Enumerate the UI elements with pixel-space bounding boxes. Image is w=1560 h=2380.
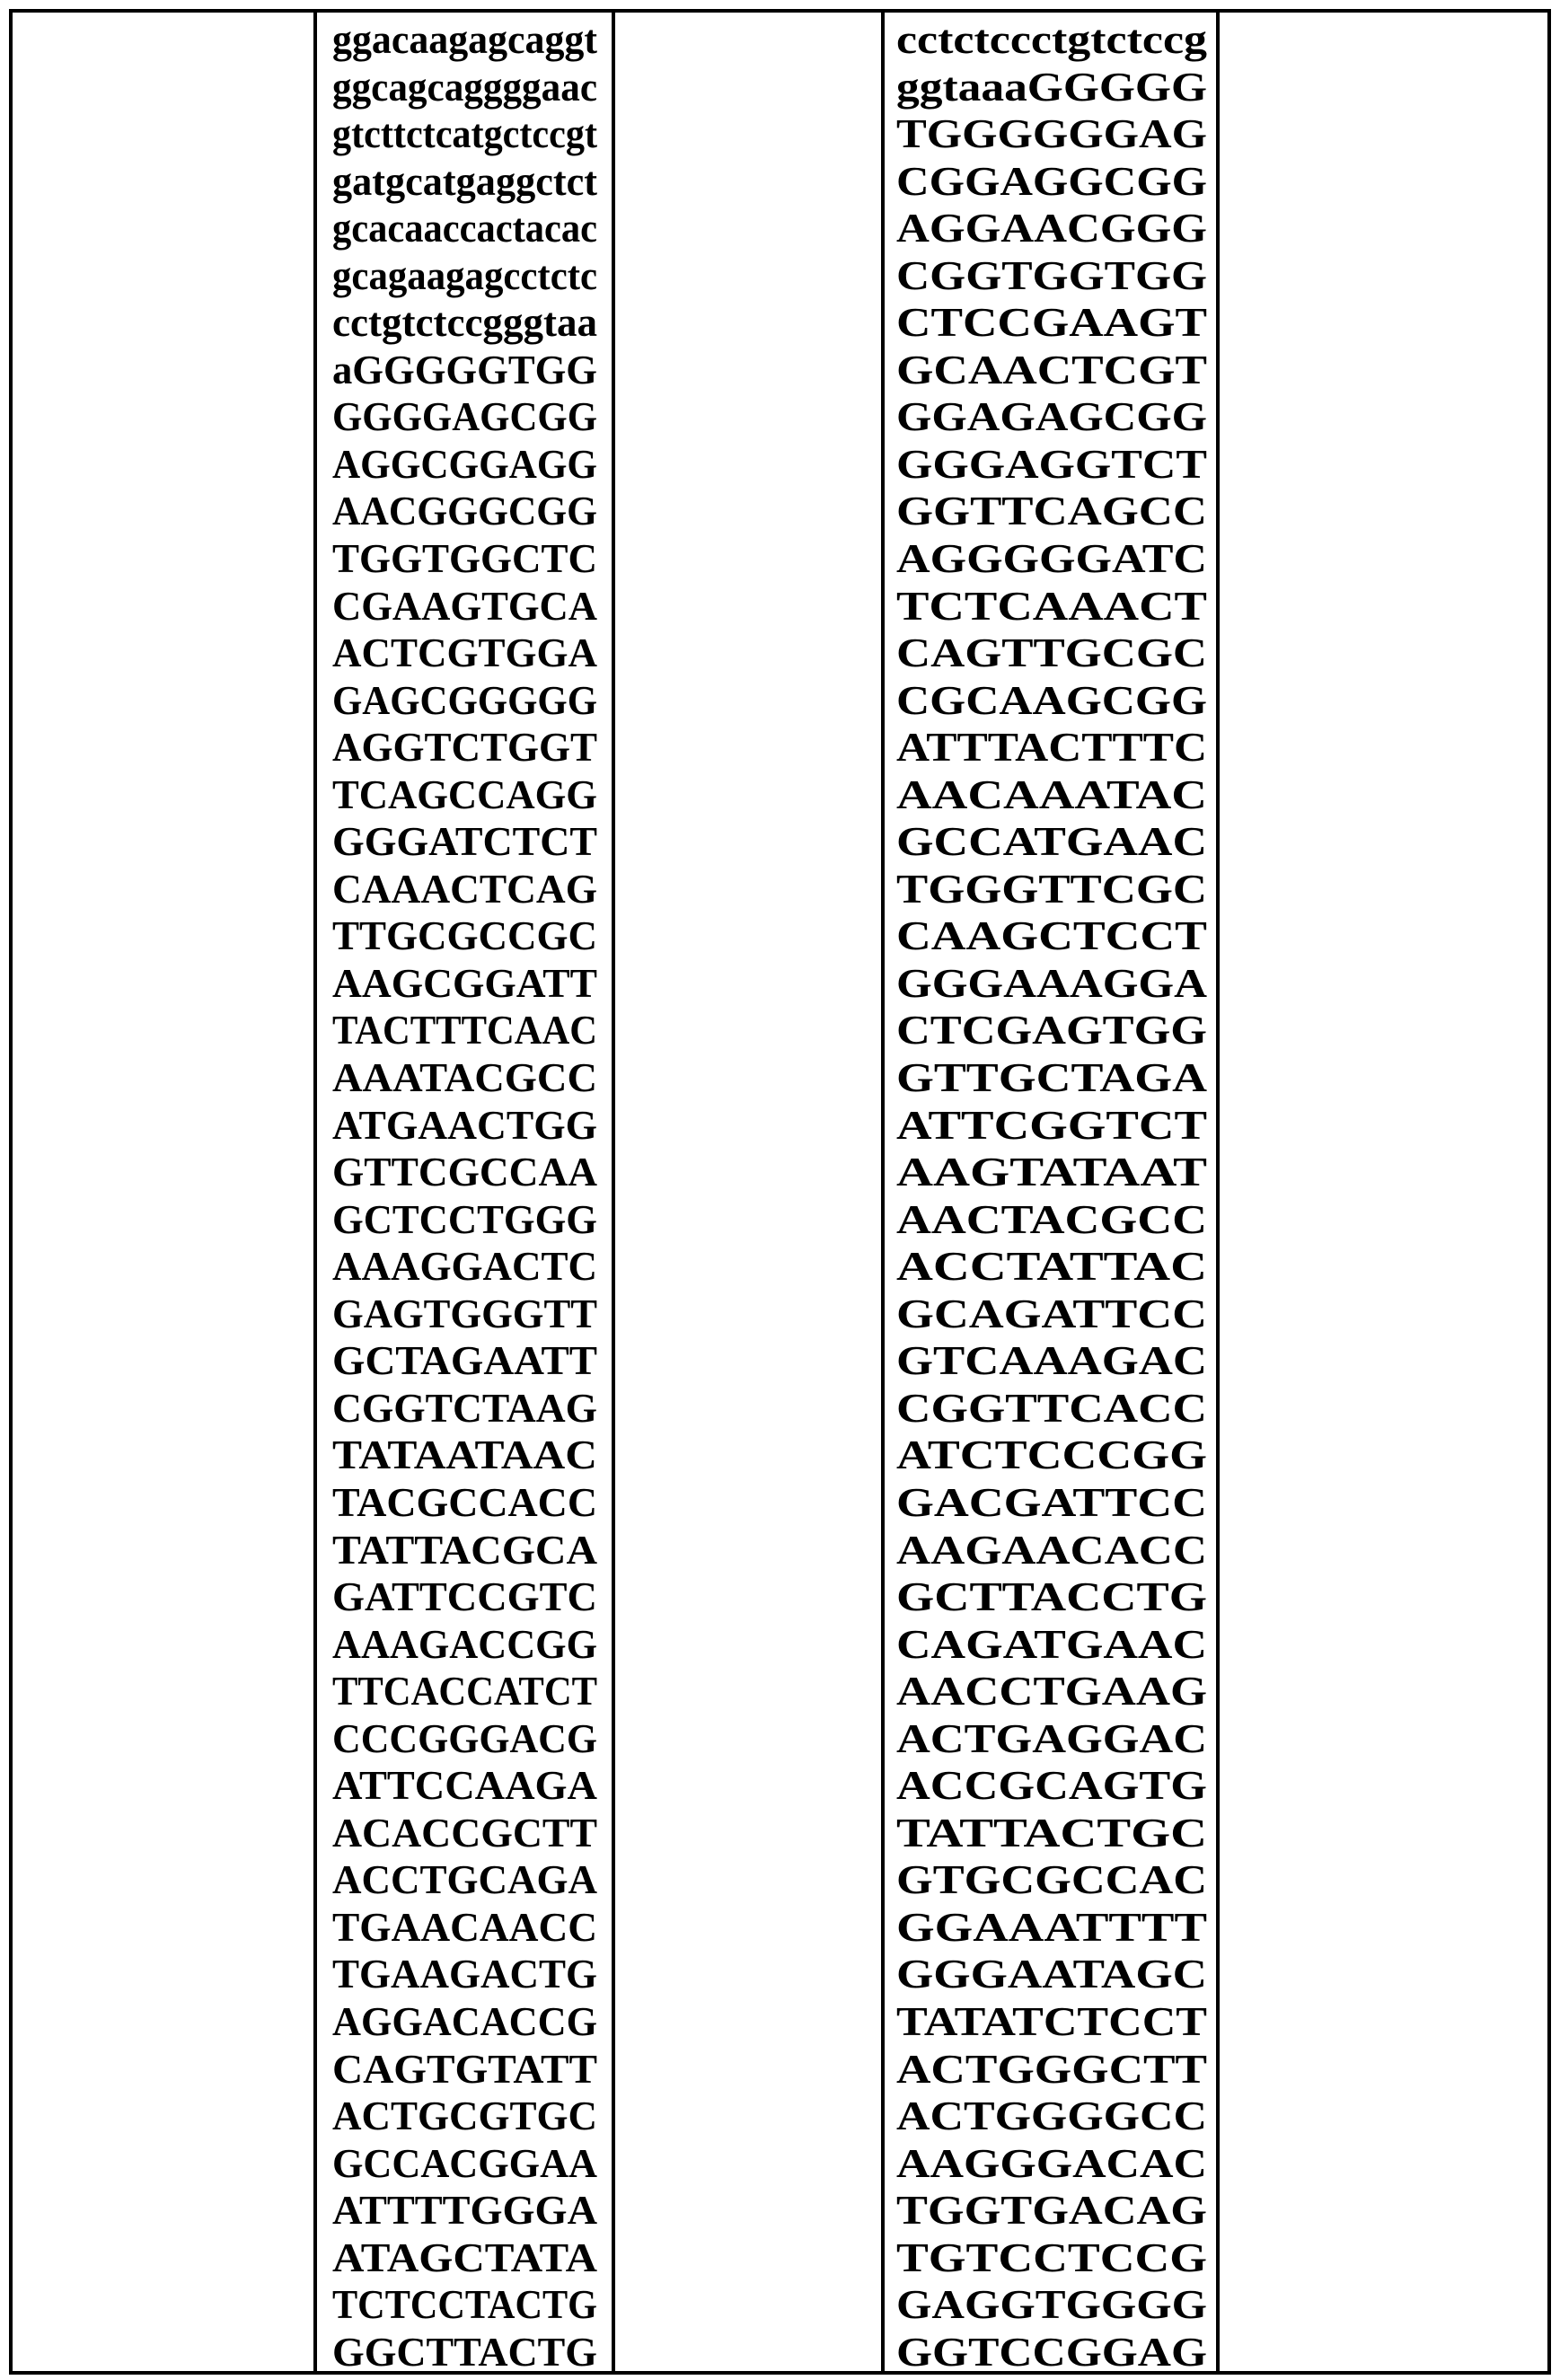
sequence-text: TTGCGCCGC [332, 912, 597, 959]
sequence-text: ATAGCTATA [332, 2234, 597, 2280]
sequence-line [896, 1479, 1207, 1527]
sequence-line [896, 1668, 1207, 1715]
sequence-text: GTTCGCCAA [332, 1149, 597, 1195]
sequence-text: CGGTGGTGG [896, 251, 1207, 298]
sequence-line [332, 347, 597, 394]
sequence-text: GCTTACCTG [896, 1573, 1207, 1620]
sequence-line [332, 771, 597, 819]
sequence-line [896, 535, 1207, 583]
sequence-text: cctctccctgtctccg [896, 16, 1207, 62]
sequence-text: TATTACTGC [896, 1809, 1207, 1856]
sequence-text: ACTCGTGGA [332, 630, 597, 676]
sequence-line [896, 960, 1207, 1008]
sequence-text: CTCGAGTGG [896, 1007, 1207, 1053]
sequence-text: CAGATGAAC [896, 1620, 1207, 1667]
sequence-line [332, 1904, 597, 1952]
sequence-line [896, 2329, 1207, 2371]
sequence-line [332, 64, 597, 111]
sequence-text: CAAACTCAG [332, 865, 597, 912]
sequence-text: AGGAACGGG [896, 205, 1207, 251]
sequence-line [332, 960, 597, 1008]
table-column-5-empty [1220, 13, 1547, 2371]
table-column-3-empty [615, 13, 885, 2371]
sequence-line [896, 1243, 1207, 1291]
sequence-line [896, 441, 1207, 489]
sequence-line [896, 393, 1207, 441]
sequence-line [896, 2187, 1207, 2235]
sequence-text: CGGAGGCGG [896, 157, 1207, 204]
sequence-line [896, 1810, 1207, 1857]
sequence-line [896, 1102, 1207, 1150]
sequence-text: AGGGGGATC [896, 535, 1207, 582]
sequence-text: aGGGGGTGG [332, 346, 597, 392]
sequence-line [896, 771, 1207, 819]
sequence-text: CAAGCTCCT [896, 912, 1207, 959]
sequence-text: gcacaaccactacac [332, 205, 597, 251]
sequence-text: GATTCCGTC [332, 1573, 597, 1620]
sequence-text: GGCTTACTG [332, 2328, 597, 2371]
sequence-line [896, 724, 1207, 771]
sequence-text: GCTAGAATT [332, 1337, 597, 1384]
sequence-text: ACCGCAGTG [896, 1762, 1207, 1809]
sequence-text: GTCAAAGAC [896, 1337, 1207, 1384]
sequence-line [332, 2235, 597, 2282]
sequence-line [896, 1527, 1207, 1574]
sequence-text: AAATACGCC [332, 1054, 597, 1101]
sequence-line [896, 1007, 1207, 1054]
table-column-2-sequence [317, 13, 615, 2371]
sequence-text: AAGAACACC [896, 1526, 1207, 1573]
sequence-line [896, 2140, 1207, 2188]
sequence-text: ATGAACTGG [332, 1101, 597, 1148]
sequence-text: ggtaaaGGGGG [896, 63, 1207, 110]
sequence-line [896, 2046, 1207, 2094]
sequence-text: GGGATCTCT [332, 818, 597, 865]
sequence-text: GCAGATTCC [896, 1290, 1207, 1336]
sequence-text: GGAGAGCGG [896, 393, 1207, 440]
sequence-line [332, 1856, 597, 1904]
sequence-text: ATTTTGGGA [332, 2187, 597, 2234]
sequence-line [896, 1054, 1207, 1102]
sequence-line [332, 441, 597, 489]
sequence-text: cctgtctccgggtaa [332, 299, 597, 346]
sequence-text: CGGTTCACC [896, 1384, 1207, 1431]
sequence-text: TACGCCACC [332, 1478, 597, 1525]
sequence-line [896, 347, 1207, 394]
sequence-line [896, 1385, 1207, 1432]
sequence-line [896, 912, 1207, 960]
sequence-line [332, 1479, 597, 1527]
sequence-line [332, 299, 597, 347]
sequence-text: TATATCTCCT [896, 1997, 1207, 2044]
sequence-text: TATTACGCA [332, 1526, 597, 1573]
sequence-text: gtcttctcatgctccgt [332, 110, 597, 157]
sequence-text: ACTGAGGAC [896, 1714, 1207, 1761]
sequence-line [896, 1337, 1207, 1385]
sequence-text: GGGGAGCGG [332, 393, 597, 440]
sequence-line [896, 1149, 1207, 1196]
sequence-text: TCAGCCAGG [332, 771, 597, 817]
sequence-text: GCCACGGAA [332, 2139, 597, 2186]
sequence-line [332, 16, 597, 64]
sequence-line [332, 2140, 597, 2188]
sequence-line [896, 1715, 1207, 1763]
sequence-line [896, 818, 1207, 866]
sequence-text: ATTCGGTCT [896, 1101, 1207, 1148]
sequence-text: GAGTGGGTT [332, 1290, 597, 1336]
sequence-line [332, 1573, 597, 1621]
sequence-text: AGGACACCG [332, 1997, 597, 2044]
sequence-line [332, 866, 597, 913]
sequence-text: AGGTCTGGT [332, 724, 597, 771]
sequence-text: ACCTATTAC [896, 1243, 1207, 1290]
sequence-line [896, 1291, 1207, 1338]
sequence-text: ATCTCCCGG [896, 1432, 1207, 1478]
sequence-text: GGGAGGTCT [896, 440, 1207, 487]
sequence-line [896, 583, 1207, 630]
sequence-line [896, 2235, 1207, 2282]
sequence-text: GTTGCTAGA [896, 1054, 1207, 1101]
sequence-text: GAGCGGGGG [332, 676, 597, 723]
sequence-line [332, 110, 597, 158]
sequence-line [896, 677, 1207, 725]
sequence-text: CCCGGGACG [332, 1714, 597, 1761]
sequence-line [332, 1054, 597, 1102]
sequence-text: AAGCGGATT [332, 959, 597, 1006]
sequence-text: TGGTGACAG [896, 2187, 1207, 2234]
sequence-text: TATAATAAC [332, 1432, 597, 1478]
sequence-text: TACTTTCAAC [332, 1007, 597, 1053]
sequence-line [332, 912, 597, 960]
sequence-text: AAGTATAAT [896, 1149, 1207, 1195]
sequence-text: TGGGGGGAG [896, 110, 1207, 157]
sequence-text: ACTGGGGCC [896, 2093, 1207, 2139]
sequence-text: ggcagcaggggaac [332, 63, 597, 110]
sequence-text: GTGCGCCAC [896, 1856, 1207, 1903]
sequence-text: CGAAGTGCA [332, 582, 597, 629]
sequence-line [332, 1337, 597, 1385]
sequence-text: TGGGTTCGC [896, 865, 1207, 912]
sequence-text: ACTGGGCTT [896, 2045, 1207, 2092]
sequence-line [332, 818, 597, 866]
sequence-line [896, 1998, 1207, 2046]
sequence-line [896, 1621, 1207, 1669]
sequence-text: GGGAATAGC [896, 1951, 1207, 1997]
sequence-line [332, 583, 597, 630]
sequence-line [896, 1856, 1207, 1904]
sequence-text: ggacaagagcaggt [332, 16, 597, 62]
sequence-text: ACTGCGTGC [332, 2093, 597, 2139]
sequence-text: GGAAATTTT [896, 1903, 1207, 1950]
sequence-line [896, 1904, 1207, 1952]
sequence-line [896, 158, 1207, 206]
sequence-text: GCCATGAAC [896, 818, 1207, 865]
sequence-line [896, 2093, 1207, 2140]
sequence-line [896, 16, 1207, 64]
sequence-line [332, 1527, 597, 1574]
sequence-line [332, 488, 597, 535]
sequence-line [332, 2329, 597, 2371]
sequence-line [332, 252, 597, 300]
sequence-text: AACGGGCGG [332, 488, 597, 534]
sequence-text: AGGCGGAGG [332, 440, 597, 487]
sequence-line [332, 1432, 597, 1479]
sequence-text: TGTCCTCCG [896, 2234, 1207, 2280]
sequence-text: gatgcatgaggctct [332, 157, 597, 204]
sequence-text: AAAGACCGG [332, 1620, 597, 1667]
table-column-1-empty [13, 13, 317, 2371]
sequence-line [332, 1668, 597, 1715]
sequence-text: AAGGGACAC [896, 2139, 1207, 2186]
sequence-line [332, 393, 597, 441]
sequence-line [332, 1715, 597, 1763]
sequence-text: CTCCGAAGT [896, 299, 1207, 346]
sequence-line [896, 110, 1207, 158]
sequence-line [332, 2281, 597, 2329]
sequence-text: CGCAAGCGG [896, 676, 1207, 723]
sequence-line [332, 535, 597, 583]
sequence-line [332, 1149, 597, 1196]
sequence-text: gcagaagagcctctc [332, 251, 597, 298]
sequence-line [896, 488, 1207, 535]
sequence-text: GGTTCAGCC [896, 488, 1207, 534]
sequence-line [332, 724, 597, 771]
sequence-text: TGGTGGCTC [332, 535, 597, 582]
sequence-line [332, 205, 597, 252]
sequence-listing-table [9, 9, 1551, 2375]
sequence-text: TTCACCATCT [332, 1668, 597, 1714]
sequence-text: ACACCGCTT [332, 1809, 597, 1856]
sequence-line [332, 677, 597, 725]
sequence-line [332, 2046, 597, 2094]
sequence-text: AAAGGACTC [332, 1243, 597, 1290]
sequence-line [896, 1196, 1207, 1244]
sequence-text: CAGTTGCGC [896, 630, 1207, 676]
sequence-line [332, 630, 597, 677]
sequence-line [332, 2093, 597, 2140]
sequence-line [332, 1621, 597, 1669]
sequence-line [896, 205, 1207, 252]
sequence-text: GAGGTGGGG [896, 2281, 1207, 2328]
sequence-line [332, 1291, 597, 1338]
sequence-line [896, 630, 1207, 677]
sequence-text: CAGTGTATT [332, 2045, 597, 2092]
sequence-line [896, 64, 1207, 111]
sequence-line [896, 1573, 1207, 1621]
sequence-line [332, 158, 597, 206]
sequence-line [332, 1196, 597, 1244]
sequence-line [896, 299, 1207, 347]
sequence-text: CGGTCTAAG [332, 1384, 597, 1431]
sequence-text: TCTCAAACT [896, 582, 1207, 629]
sequence-line [896, 1951, 1207, 1998]
sequence-line [896, 2281, 1207, 2329]
sequence-text: ACCTGCAGA [332, 1856, 597, 1903]
sequence-text: GCTCCTGGG [332, 1195, 597, 1242]
sequence-text: TCTCCTACTG [332, 2281, 597, 2328]
sequence-text: GACGATTCC [896, 1478, 1207, 1525]
sequence-text: AACCTGAAG [896, 1668, 1207, 1714]
sequence-line [896, 866, 1207, 913]
sequence-text: GGGAAAGGA [896, 959, 1207, 1006]
sequence-line [332, 2187, 597, 2235]
sequence-text: GGTCCGGAG [896, 2328, 1207, 2371]
sequence-line [332, 1998, 597, 2046]
sequence-line [896, 252, 1207, 300]
sequence-text: GCAACTCGT [896, 346, 1207, 392]
sequence-line [896, 1432, 1207, 1479]
sequence-line [332, 1385, 597, 1432]
sequence-line [332, 1762, 597, 1810]
sequence-text: TGAAGACTG [332, 1951, 597, 1997]
sequence-line [896, 1762, 1207, 1810]
sequence-line [332, 1102, 597, 1150]
sequence-line [332, 1810, 597, 1857]
sequence-text: ATTTACTTTC [896, 724, 1207, 771]
sequence-text: AACAAATAC [896, 771, 1207, 817]
sequence-text: ATTCCAAGA [332, 1762, 597, 1809]
sequence-line [332, 1007, 597, 1054]
sequence-text: AACTACGCC [896, 1195, 1207, 1242]
table-column-4-sequence [885, 13, 1220, 2371]
sequence-text: TGAACAACC [332, 1903, 597, 1950]
sequence-line [332, 1243, 597, 1291]
sequence-line [332, 1951, 597, 1998]
